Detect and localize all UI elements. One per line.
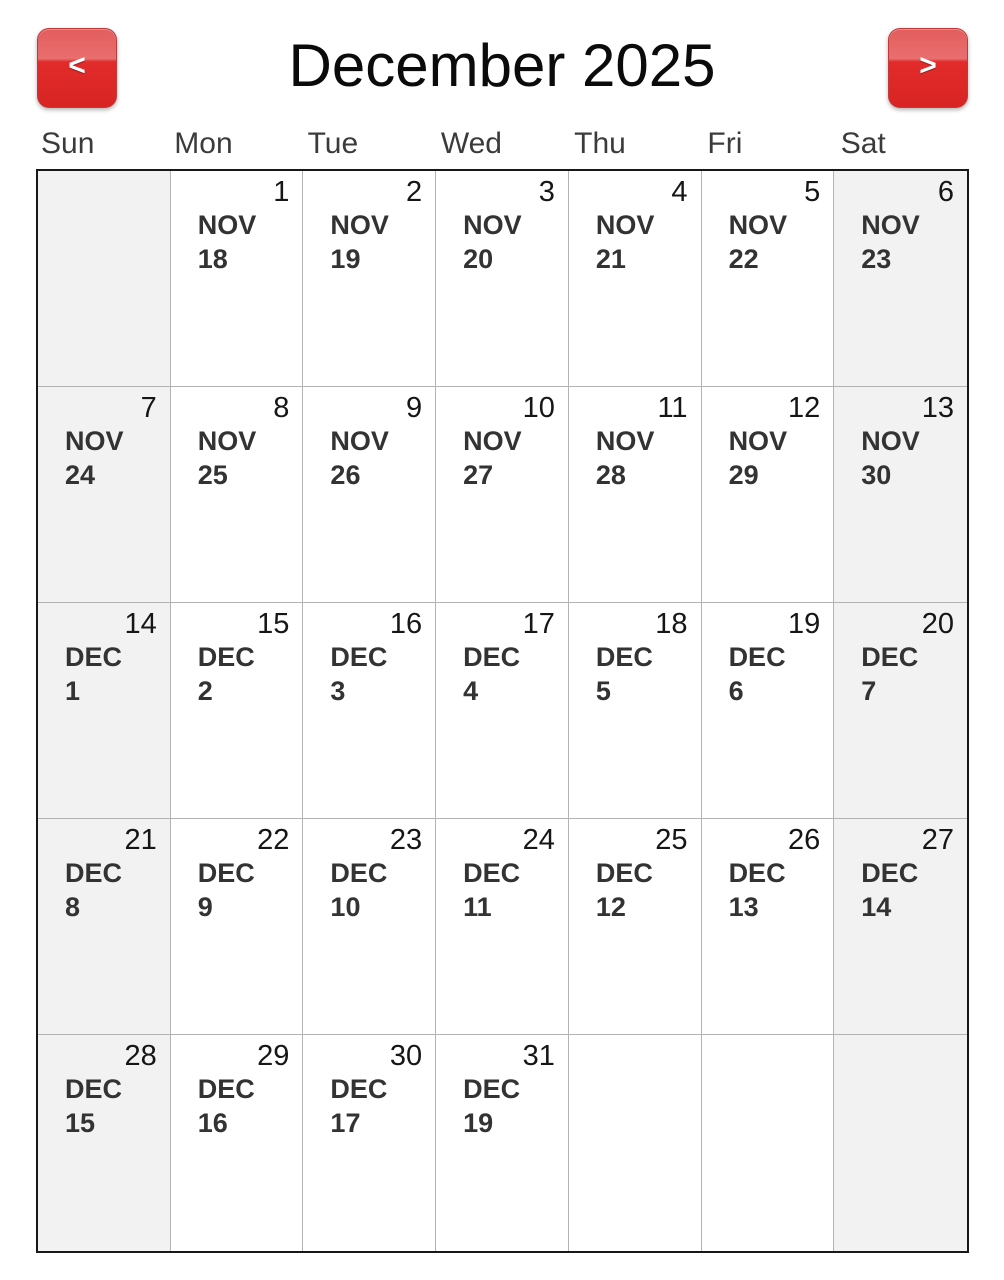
day-number: 1 — [273, 176, 290, 208]
chevron-right-icon: > — [919, 49, 937, 82]
day-number: 12 — [788, 392, 821, 424]
alt-day: 13 — [728, 892, 759, 922]
calendar-cell-empty[interactable] — [38, 171, 171, 387]
calendar-cell-day-21[interactable] — [38, 819, 171, 1035]
day-number: 29 — [257, 1040, 290, 1072]
calendar-cell-day-29[interactable] — [171, 1035, 304, 1251]
day-number: 14 — [124, 608, 157, 640]
calendar-cell-day-3[interactable] — [436, 171, 569, 387]
alt-date-label — [463, 1072, 520, 1140]
alt-month: NOV — [728, 210, 788, 240]
alt-day: 28 — [595, 460, 626, 490]
alt-day: 20 — [463, 244, 494, 274]
alt-date-label — [729, 208, 788, 276]
alt-day: 25 — [197, 460, 228, 490]
alt-date-label — [65, 1072, 122, 1140]
alt-month: DEC — [463, 1074, 521, 1104]
alt-month: NOV — [463, 210, 522, 240]
alt-date-label — [65, 424, 124, 492]
alt-date-label — [65, 856, 122, 924]
alt-day: 7 — [861, 676, 877, 706]
alt-day: 27 — [463, 460, 494, 490]
month-title: December 2025 — [288, 32, 716, 99]
day-number: 20 — [921, 608, 954, 640]
calendar-cell-day-19[interactable] — [702, 603, 835, 819]
calendar-cell-day-27[interactable] — [834, 819, 967, 1035]
alt-date-label — [463, 208, 522, 276]
alt-date-label — [861, 856, 918, 924]
alt-month: NOV — [65, 426, 124, 456]
calendar-cell-day-6[interactable] — [834, 171, 967, 387]
day-number: 31 — [522, 1040, 555, 1072]
alt-month: DEC — [595, 642, 653, 672]
alt-day: 17 — [330, 1108, 361, 1138]
alt-day: 6 — [728, 676, 744, 706]
day-number: 22 — [257, 824, 290, 856]
alt-date-label — [463, 856, 520, 924]
calendar-cell-day-10[interactable] — [436, 387, 569, 603]
alt-day: 8 — [65, 892, 81, 922]
alt-date-label — [596, 640, 653, 708]
calendar-cell-day-12[interactable] — [702, 387, 835, 603]
alt-month: DEC — [197, 1074, 255, 1104]
weekday-label-mon: Mon — [174, 127, 233, 160]
day-number: 10 — [522, 392, 555, 424]
alt-month: NOV — [463, 426, 522, 456]
alt-date-label — [596, 208, 655, 276]
day-number: 2 — [406, 176, 423, 208]
alt-day: 23 — [861, 244, 892, 274]
day-number: 24 — [522, 824, 555, 856]
alt-month: NOV — [861, 210, 920, 240]
day-number: 27 — [921, 824, 954, 856]
alt-date-label — [198, 208, 257, 276]
day-number: 21 — [124, 824, 157, 856]
alt-month: DEC — [595, 858, 653, 888]
day-number: 17 — [522, 608, 555, 640]
alt-date-label — [596, 856, 653, 924]
alt-month: DEC — [330, 1074, 388, 1104]
alt-month: NOV — [728, 426, 788, 456]
alt-date-label — [729, 856, 786, 924]
alt-date-label — [463, 424, 522, 492]
alt-day: 26 — [330, 460, 361, 490]
day-number: 7 — [140, 392, 157, 424]
weekday-label-thu: Thu — [574, 127, 626, 160]
calendar-cell-day-28[interactable] — [38, 1035, 171, 1251]
alt-date-label — [330, 208, 389, 276]
alt-month: NOV — [595, 210, 655, 240]
alt-month: DEC — [728, 642, 786, 672]
day-number: 18 — [655, 608, 688, 640]
calendar-cell-day-7[interactable] — [38, 387, 171, 603]
calendar-cell-day-22[interactable] — [171, 819, 304, 1035]
calendar-cell-day-31[interactable] — [436, 1035, 569, 1251]
day-number: 4 — [671, 176, 688, 208]
alt-date-label — [330, 1072, 387, 1140]
weekday-label-fri: Fri — [707, 127, 743, 160]
alt-day: 21 — [595, 244, 626, 274]
day-number: 9 — [406, 392, 423, 424]
alt-month: DEC — [197, 858, 255, 888]
alt-day: 12 — [595, 892, 626, 922]
alt-month: NOV — [861, 426, 920, 456]
alt-day: 19 — [330, 244, 361, 274]
calendar-cell-day-5[interactable] — [702, 171, 835, 387]
calendar-cell-day-13[interactable] — [834, 387, 967, 603]
calendar-cell-day-18[interactable] — [569, 603, 702, 819]
alt-date-label — [65, 640, 122, 708]
calendar-cell-day-8[interactable] — [171, 387, 304, 603]
previous-month-button[interactable] — [37, 28, 117, 108]
day-number: 6 — [937, 176, 954, 208]
calendar-cell-empty[interactable] — [569, 1035, 702, 1251]
alt-date-label — [330, 856, 387, 924]
alt-day: 22 — [728, 244, 759, 274]
alt-day: 1 — [65, 676, 81, 706]
day-number: 23 — [389, 824, 423, 856]
alt-day: 18 — [197, 244, 228, 274]
weekday-label-wed: Wed — [440, 127, 502, 160]
calendar-cell-day-1[interactable] — [171, 171, 304, 387]
alt-day: 4 — [463, 676, 479, 706]
alt-date-label — [463, 640, 520, 708]
alt-date-label — [729, 424, 788, 492]
calendar-cell-day-23[interactable] — [303, 819, 436, 1035]
alt-date-label — [198, 424, 257, 492]
alt-date-label — [729, 640, 786, 708]
alt-month: DEC — [861, 858, 919, 888]
calendar-cell-day-15[interactable] — [171, 603, 304, 819]
alt-day: 2 — [197, 676, 213, 706]
day-number: 3 — [538, 176, 555, 208]
alt-month: DEC — [65, 858, 123, 888]
day-number: 8 — [273, 392, 290, 424]
next-month-button[interactable] — [888, 28, 968, 108]
calendar-cell-day-4[interactable] — [569, 171, 702, 387]
alt-month: DEC — [330, 642, 388, 672]
alt-day: 11 — [463, 892, 492, 922]
alt-date-label — [330, 424, 389, 492]
day-number: 13 — [921, 392, 954, 424]
alt-month: DEC — [65, 642, 123, 672]
day-number: 25 — [655, 824, 688, 856]
alt-day: 24 — [65, 460, 96, 490]
weekday-header-row — [36, 124, 969, 164]
calendar-cell-day-2[interactable] — [303, 171, 436, 387]
calendar-cell-day-11[interactable] — [569, 387, 702, 603]
alt-day: 15 — [65, 1108, 96, 1138]
alt-day: 10 — [330, 892, 361, 922]
day-number: 30 — [389, 1040, 423, 1072]
day-number: 11 — [657, 392, 688, 424]
day-number: 28 — [124, 1040, 157, 1072]
alt-date-label — [596, 424, 655, 492]
alt-date-label — [861, 424, 920, 492]
chevron-left-icon: < — [68, 49, 86, 82]
calendar-cell-day-26[interactable] — [702, 819, 835, 1035]
alt-day: 16 — [197, 1108, 228, 1138]
weekday-label-sat: Sat — [840, 127, 886, 160]
alt-date-label — [861, 640, 918, 708]
alt-day: 3 — [330, 676, 346, 706]
alt-month: DEC — [65, 1074, 123, 1104]
calendar-cell-day-24[interactable] — [436, 819, 569, 1035]
alt-month: DEC — [463, 858, 521, 888]
alt-month: DEC — [728, 858, 786, 888]
calendar-cell-empty[interactable] — [834, 1035, 967, 1251]
alt-date-label — [330, 640, 387, 708]
calendar-grid — [36, 169, 969, 1253]
alt-date-label — [198, 856, 255, 924]
alt-month: NOV — [595, 426, 655, 456]
alt-month: NOV — [330, 426, 389, 456]
calendar-cell-day-25[interactable] — [569, 819, 702, 1035]
weekday-label-tue: Tue — [307, 127, 359, 160]
calendar-cell-day-9[interactable] — [303, 387, 436, 603]
alt-date-label — [198, 640, 255, 708]
calendar-cell-empty[interactable] — [702, 1035, 835, 1251]
alt-month: NOV — [197, 426, 257, 456]
day-number: 26 — [788, 824, 821, 856]
alt-day: 5 — [595, 676, 611, 706]
calendar-cell-day-30[interactable] — [303, 1035, 436, 1251]
alt-month: DEC — [463, 642, 521, 672]
calendar-cell-day-16[interactable] — [303, 603, 436, 819]
alt-date-label — [198, 1072, 255, 1140]
calendar-cell-day-17[interactable] — [436, 603, 569, 819]
alt-day: 9 — [197, 892, 213, 922]
alt-day: 19 — [463, 1108, 494, 1138]
weekday-label-sun: Sun — [41, 127, 95, 160]
alt-day: 29 — [728, 460, 759, 490]
alt-day: 30 — [861, 460, 892, 490]
alt-month: DEC — [197, 642, 255, 672]
day-number: 15 — [257, 608, 290, 640]
day-number: 16 — [389, 608, 423, 640]
day-number: 19 — [788, 608, 821, 640]
alt-month: NOV — [330, 210, 389, 240]
day-number: 5 — [804, 176, 821, 208]
alt-month: DEC — [330, 858, 388, 888]
alt-month: NOV — [197, 210, 257, 240]
calendar-cell-day-14[interactable] — [38, 603, 171, 819]
alt-month: DEC — [861, 642, 919, 672]
calendar-cell-day-20[interactable] — [834, 603, 967, 819]
alt-date-label — [861, 208, 920, 276]
alt-day: 14 — [861, 892, 892, 922]
